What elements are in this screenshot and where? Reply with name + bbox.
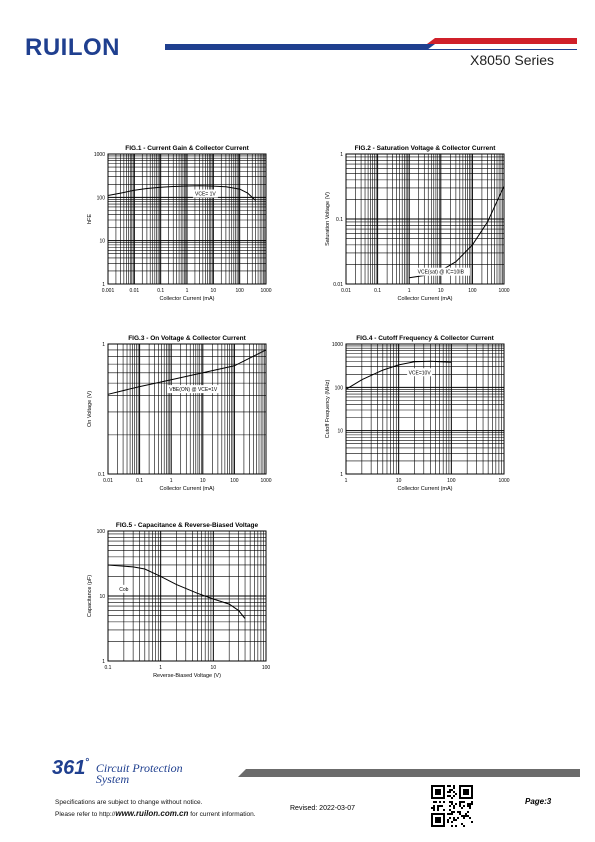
x-tick-label: 10 <box>438 288 444 294</box>
x-axis-label: Reverse-Biased Voltage (V) <box>153 673 221 679</box>
x-tick-label: 10 <box>210 665 217 671</box>
footer-rule <box>238 768 583 778</box>
brand-number: 361 <box>52 757 86 779</box>
y-tick-label: 0.1 <box>98 472 105 478</box>
x-tick-label: 0.01 <box>129 288 140 294</box>
y-tick-label: 10 <box>337 428 343 435</box>
y-tick-label: 100 <box>96 195 105 202</box>
x-tick-label: 1000 <box>260 478 272 484</box>
annotation-label: VCE= 1V <box>195 191 216 198</box>
chart-title: FIG.4 - Cutoff Frequency & Collector Current <box>356 335 494 342</box>
x-axis-label: Collector Current (mA) <box>159 486 215 492</box>
x-tick-label: 1 <box>185 288 189 294</box>
y-axis-label: Cutoff Frequency (MHz) <box>325 379 331 439</box>
x-tick-label: 1 <box>407 288 411 294</box>
x-tick-label: 100 <box>261 665 271 671</box>
x-axis-label: Collector Current (mA) <box>397 296 453 302</box>
x-tick-label: 100 <box>230 478 239 484</box>
notice-line1: Specifications are subject to change without notice. <box>55 799 203 806</box>
series-line <box>409 186 504 278</box>
y-tick-label: 100 <box>334 385 343 392</box>
x-tick-label: 1 <box>159 665 163 671</box>
y-tick-label: 1 <box>102 282 105 288</box>
x-tick-label: 10 <box>200 478 206 484</box>
annotation-label: Cob <box>119 586 129 593</box>
series-title: X8050 Series <box>470 52 555 68</box>
revised-date: Revised: 2022-03-07 <box>290 805 355 812</box>
y-tick-label: 10 <box>99 594 105 600</box>
y-tick-label: 0.1 <box>336 217 343 223</box>
y-tick-label: 1 <box>102 659 105 665</box>
header-rule-red <box>427 38 577 44</box>
x-tick-label: 1000 <box>498 288 510 294</box>
y-tick-label: 1000 <box>331 342 343 348</box>
brand-text-line2: System <box>95 772 130 786</box>
y-tick-label: 1 <box>102 342 105 348</box>
chart-title: FIG.2 - Saturation Voltage & Collector Current <box>354 145 496 152</box>
x-tick-label: 0.1 <box>157 288 165 294</box>
plot-frame <box>346 344 504 474</box>
x-tick-label: 1000 <box>260 288 272 294</box>
page-number: Page:3 <box>525 797 552 806</box>
x-tick-label: 100 <box>235 288 244 294</box>
y-axis-label: Saturation Voltage (V) <box>325 192 331 246</box>
chart-title: FIG.5 - Capacitance & Reverse-Biased Voltage <box>115 522 259 529</box>
brand-text-line1: Circuit Protection <box>95 761 183 775</box>
x-tick-label: 1000 <box>498 478 510 484</box>
annotation-label: VCE(sat) @ IC=10IB <box>417 269 464 276</box>
website-link[interactable]: www.ruilon.com.cn <box>115 809 189 818</box>
chart-fig3 <box>80 330 280 500</box>
y-axis-label: Capacitance (pF) <box>87 574 93 618</box>
x-tick-label: 0.001 <box>101 288 115 294</box>
x-tick-label: 10 <box>210 288 217 294</box>
y-tick-label: 100 <box>96 529 105 535</box>
y-tick-label: 0.01 <box>333 282 343 288</box>
chart-fig2 <box>318 140 518 310</box>
y-tick-label: 1000 <box>93 152 105 158</box>
y-axis-label: On Voltage (V) <box>87 390 93 428</box>
x-axis-label: Collector Current (mA) <box>397 486 453 492</box>
y-tick-label: 10 <box>99 238 105 245</box>
plot-frame <box>108 344 266 474</box>
x-tick-label: 10 <box>395 478 402 484</box>
x-tick-label: 0.1 <box>136 478 144 484</box>
x-axis-label: Collector Current (mA) <box>159 296 215 302</box>
y-axis-label: hFE <box>87 213 93 225</box>
notice-line2: Please refer to http://www.ruilon.com.cn for current information. <box>55 809 256 818</box>
chart-title: FIG.1 - Current Gain & Collector Current <box>125 145 249 152</box>
annotation-label: VBE(ON) @ VCE=1V <box>169 387 218 394</box>
x-tick-label: 0.01 <box>341 288 351 294</box>
y-tick-label: 1 <box>340 472 343 478</box>
qr-code <box>430 785 474 827</box>
x-tick-label: 0.1 <box>104 665 112 671</box>
x-tick-label: 100 <box>468 288 477 294</box>
x-tick-label: 1 <box>344 478 348 484</box>
brand-degree: ° <box>85 757 90 768</box>
x-tick-label: 1 <box>169 478 173 484</box>
y-tick-label: 1 <box>340 152 343 158</box>
header-rule <box>165 38 580 52</box>
brand-logo: RUILON <box>25 34 120 61</box>
annotation-label: VCE=10V <box>408 370 431 377</box>
x-tick-label: 0.1 <box>374 288 382 294</box>
x-tick-label: 0.01 <box>103 478 113 484</box>
chart-fig5 <box>80 517 280 687</box>
chart-fig4 <box>318 330 518 500</box>
chart-title: FIG.3 - On Voltage & Collector Current <box>128 335 246 342</box>
x-tick-label: 100 <box>447 478 456 484</box>
chart-fig1 <box>80 140 280 310</box>
footer-brand <box>52 757 183 785</box>
